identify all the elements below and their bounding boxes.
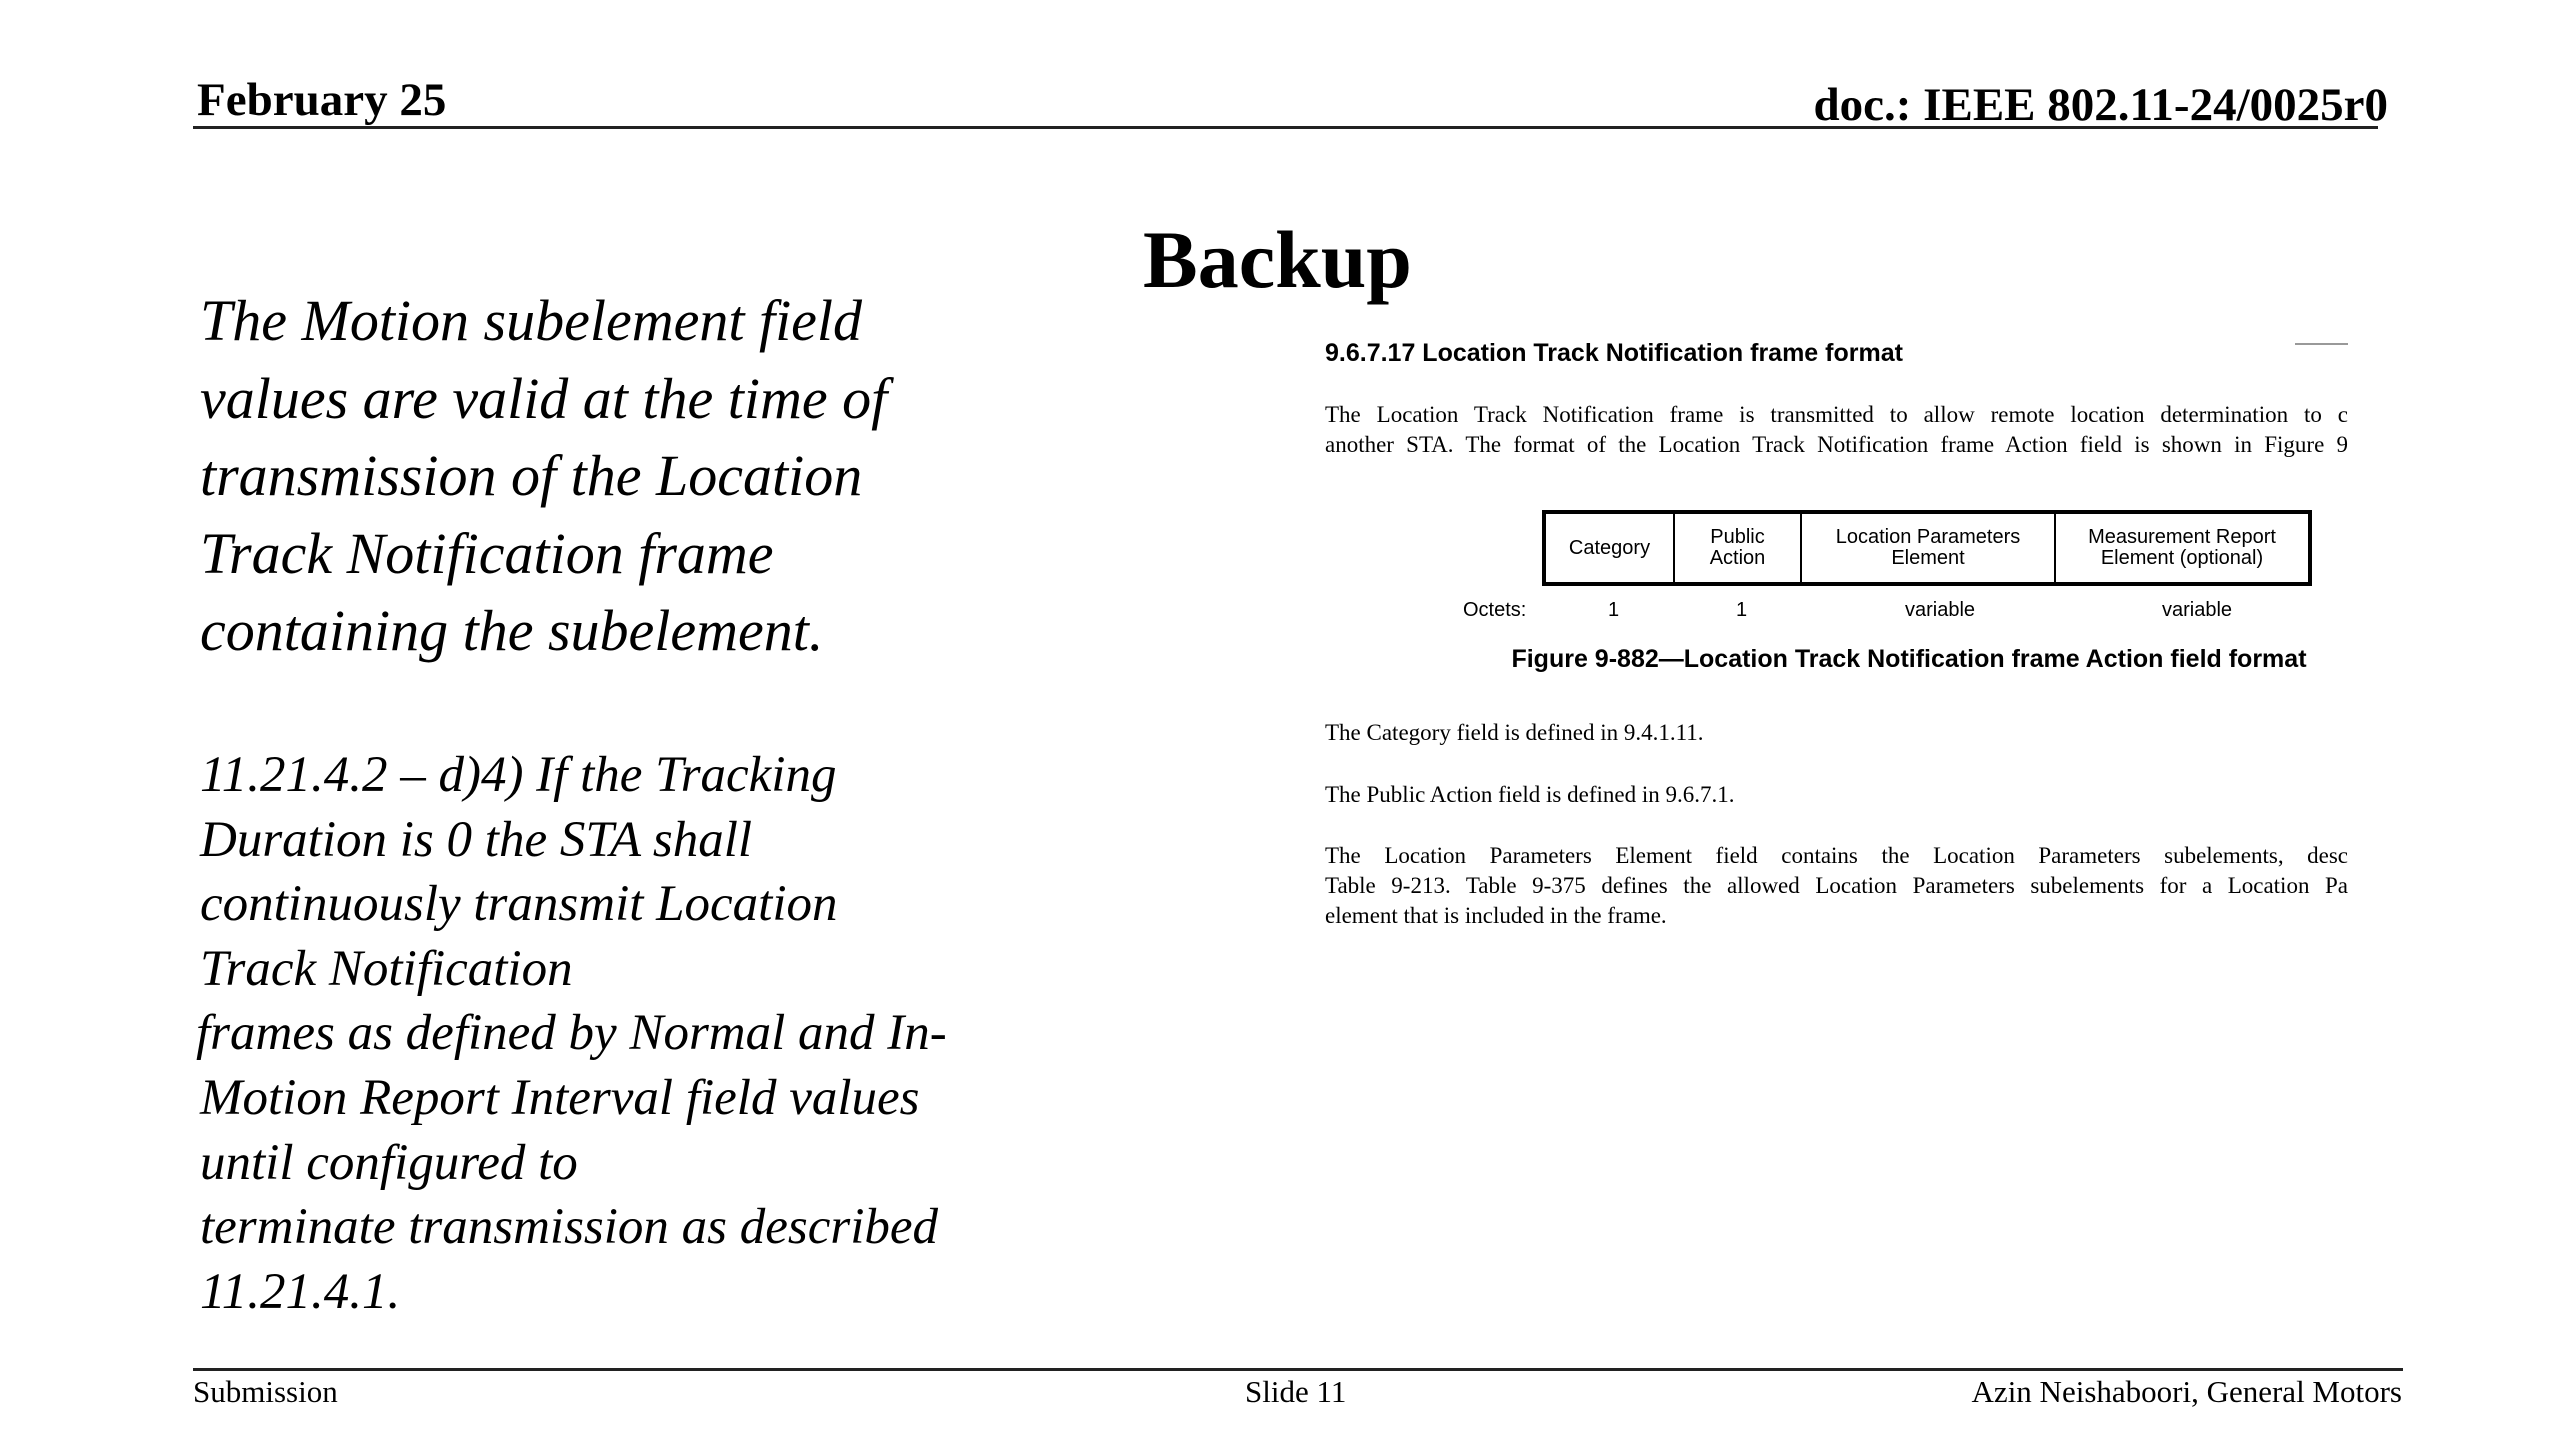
public-action-definition: The Public Action field is defined in 9.6.7.1.	[1325, 782, 1735, 807]
decorative-rule	[2295, 343, 2348, 345]
footer-author: Azin Neishaboori, General Motors	[1971, 1374, 2402, 1409]
tracking-duration-paragraph	[196, 743, 1100, 1324]
motion-subelement-paragraph	[200, 282, 1100, 670]
text-line: until configured to	[200, 1134, 578, 1191]
text-line: values are valid at the time of	[200, 365, 888, 431]
frame-format-table	[1542, 510, 2312, 586]
footer-slide-number: Slide 11	[1245, 1374, 1347, 1409]
location-parameters-line: element that is included in the frame.	[1325, 903, 1667, 928]
header-date: February 25	[197, 74, 447, 126]
text-line: transmission of the Location	[200, 443, 863, 508]
text-line: terminate transmission as described	[200, 1199, 939, 1256]
octets-value: 1	[1736, 599, 1748, 621]
table-row	[1544, 512, 2310, 584]
intro-line: another STA. The format of the Location Track Notification frame Action field is shown in Figure 9	[1325, 432, 2348, 457]
octets-value: variable	[2162, 599, 2233, 621]
header-doc-id: doc.: IEEE 802.11-24/0025r0	[1813, 79, 2388, 131]
slide-title: Backup	[1143, 214, 1412, 305]
text-line: continuously transmit Location	[200, 876, 838, 933]
category-definition: The Category field is defined in 9.4.1.11.	[1325, 720, 1704, 745]
text-line: containing the subelement.	[200, 598, 824, 663]
text-line: Motion Report Interval field values	[200, 1069, 920, 1126]
intro-line: The Location Track Notification frame is transmitted to allow remote location determination to c	[1325, 402, 2348, 427]
octets-value: variable	[1905, 599, 1976, 621]
location-parameters-line: The Location Parameters Element field contains the Location Parameters subelements, desc	[1325, 843, 2348, 868]
text-line: Track Notification frame	[200, 520, 774, 586]
spec-excerpt-image	[1325, 330, 2348, 950]
footer-submission: Submission	[193, 1374, 338, 1409]
table-cell-category: Category	[1544, 512, 1674, 584]
table-cell-measurement-report: Measurement Report Element (optional)	[2055, 512, 2310, 584]
figure-caption: Figure 9-882—Location Track Notification frame Action field format	[1511, 645, 2307, 673]
text-line: Track Notification	[200, 940, 573, 997]
text-line: 11.21.4.1.	[200, 1263, 401, 1320]
text-line: 11.21.4.2 – d)4) If the Tracking	[200, 747, 837, 803]
text-line: frames as defined by Normal and In-	[196, 1005, 947, 1062]
text-line: The Motion subelement field	[200, 288, 863, 353]
header-divider	[193, 126, 2378, 129]
table-cell-public-action: Public Action	[1674, 512, 1801, 584]
footer-divider	[193, 1368, 2403, 1371]
section-heading: 9.6.7.17 Location Track Notification frame format	[1325, 339, 1903, 367]
text-line: Duration is 0 the STA shall	[200, 811, 753, 868]
octets-value: 1	[1608, 599, 1620, 621]
octets-label: Octets:	[1463, 599, 1527, 621]
table-cell-location-parameters: Location Parameters Element	[1801, 512, 2055, 584]
location-parameters-line: Table 9-213. Table 9-375 defines the allowed Location Parameters subelements for a Location Pa	[1325, 873, 2348, 898]
